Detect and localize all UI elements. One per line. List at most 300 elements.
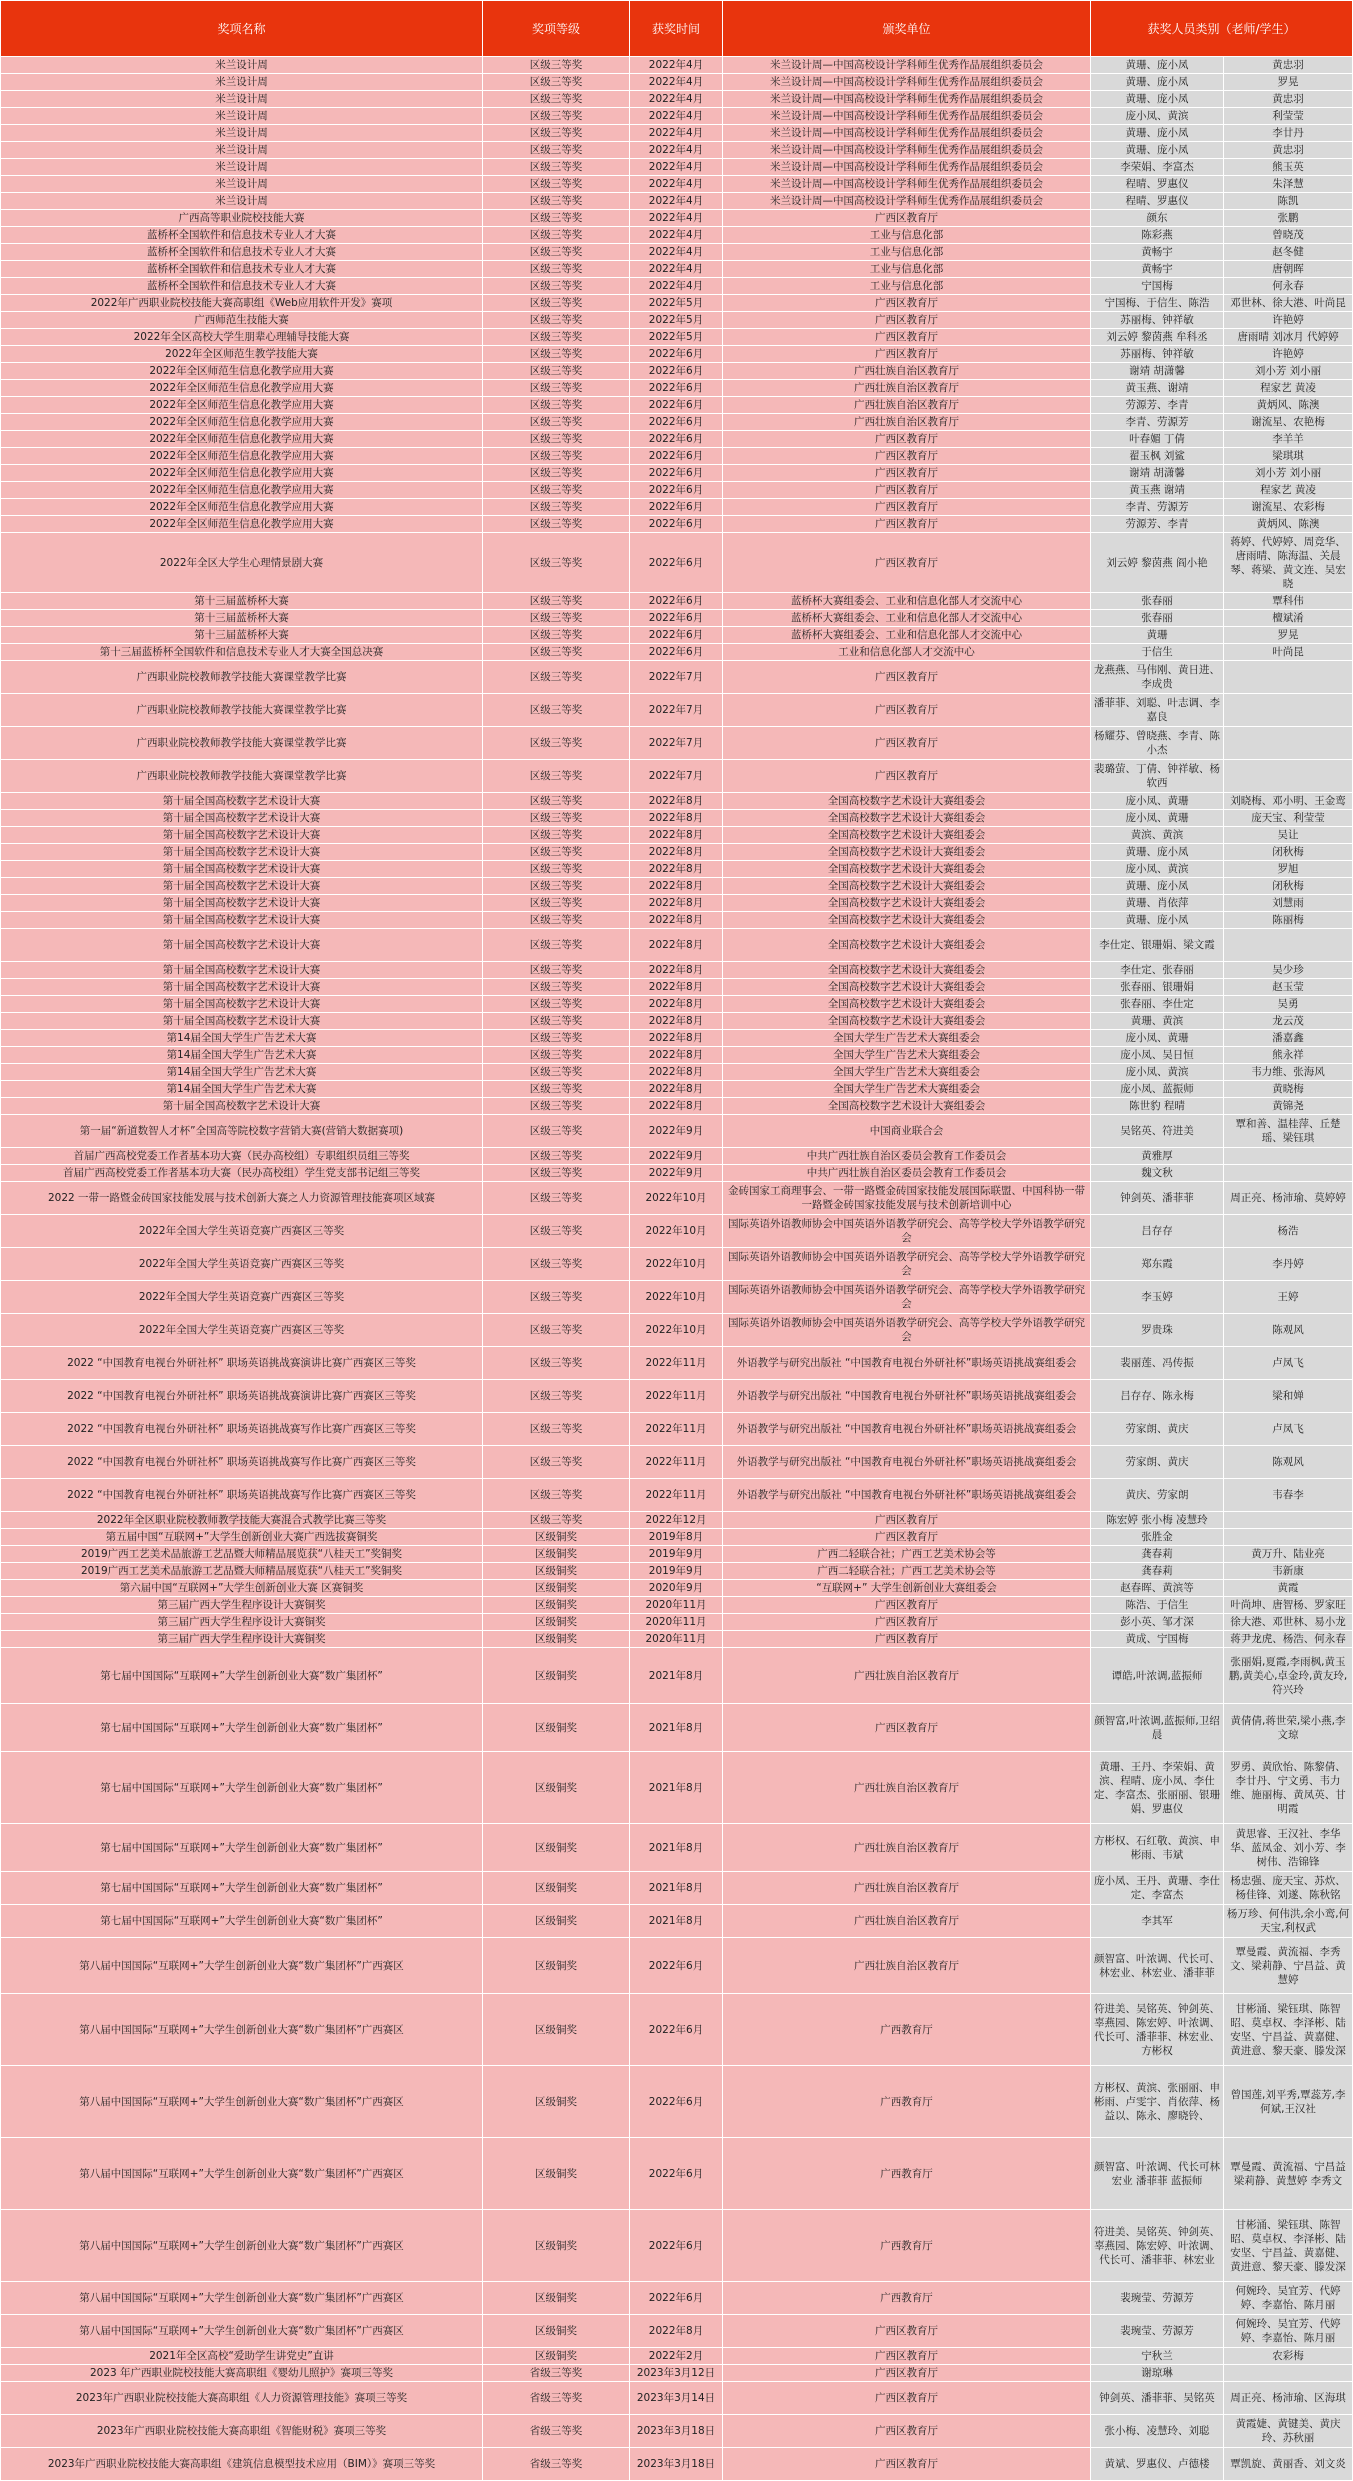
teachers-cell: 黄珊、庞小凤 xyxy=(1091,844,1224,861)
award-level-cell: 区级三等奖 xyxy=(483,1347,630,1380)
award-date-cell: 2022年11月 xyxy=(630,1347,723,1380)
award-date-cell: 2022年4月 xyxy=(630,227,723,244)
award-name-cell: 第八届中国国际“互联网+”大学生创新创业大赛“数广集团杯”广西赛区 xyxy=(1,2138,483,2210)
teachers-cell: 黄珊、庞小凤 xyxy=(1091,912,1224,929)
table-row xyxy=(1,380,1353,397)
award-date-cell: 2022年9月 xyxy=(630,1165,723,1182)
award-date-cell: 2022年9月 xyxy=(630,1148,723,1165)
teachers-cell: 劳家朗、黄庆 xyxy=(1091,1446,1224,1479)
teachers-cell: 李仕定、张春丽 xyxy=(1091,962,1224,979)
award-date-cell: 2022年2月 xyxy=(630,2348,723,2365)
teachers-cell: 宁国梅 xyxy=(1091,278,1224,295)
students-cell xyxy=(1224,1512,1353,1529)
award-date-cell: 2020年11月 xyxy=(630,1597,723,1614)
teachers-cell: 符进美、吴铭英、钟剑英、辜燕园、陈宏婷、叶浓调、代长可、潘菲菲、林宏业 xyxy=(1091,2210,1224,2282)
award-name-cell: 2022年全国大学生英语竞赛广西赛区三等奖 xyxy=(1,1248,483,1281)
award-org-cell: 米兰设计周—中国高校设计学科师生优秀作品展组织委员会 xyxy=(723,125,1091,142)
award-name-cell: 第十届全国高校数字艺术设计大赛 xyxy=(1,827,483,844)
award-name-cell: 第14届全国大学生广告艺术大赛 xyxy=(1,1064,483,1081)
award-level-cell: 区级三等奖 xyxy=(483,533,630,593)
students-cell xyxy=(1224,929,1353,962)
award-name-cell: 第十三届蓝桥杯大赛 xyxy=(1,627,483,644)
award-org-cell: 国际英语外语教师协会中国英语外语教学研究会、高等学校大学外语教学研究会 xyxy=(723,1281,1091,1314)
teachers-cell: 翟玉枫 刘鲨 xyxy=(1091,448,1224,465)
award-date-cell: 2022年4月 xyxy=(630,261,723,278)
teachers-cell: 庞小凤、黄珊 xyxy=(1091,810,1224,827)
award-date-cell: 2022年9月 xyxy=(630,1115,723,1148)
award-date-cell: 2021年8月 xyxy=(630,1704,723,1752)
students-cell: 黄忠羽 xyxy=(1224,57,1353,74)
award-level-cell: 区级三等奖 xyxy=(483,1281,630,1314)
award-name-cell: 第十届全国高校数字艺术设计大赛 xyxy=(1,912,483,929)
teachers-cell: 裴璐萤、丁倩、钟祥敏、杨软西 xyxy=(1091,760,1224,793)
table-row xyxy=(1,261,1353,278)
award-level-cell: 区级三等奖 xyxy=(483,74,630,91)
award-name-cell: 广西职业院校教师教学技能大赛课堂教学比赛 xyxy=(1,694,483,727)
students-cell: 覃曼霞、黄流福、宁昌益梁莉静、黄慧婷 李秀文 xyxy=(1224,2138,1353,2210)
table-row xyxy=(1,448,1353,465)
teachers-cell: 黄珊、庞小凤 xyxy=(1091,74,1224,91)
students-cell: 覃科伟 xyxy=(1224,593,1353,610)
students-cell: 覃曼霞、黄流福、李秀文、梁莉静、宁昌益、黄慧婷 xyxy=(1224,1938,1353,1994)
award-name-cell: 2023年广西职业院校技能大赛高职组《智能财税》赛项三等奖 xyxy=(1,2415,483,2448)
students-cell xyxy=(1224,1148,1353,1165)
award-level-cell: 区级三等奖 xyxy=(483,844,630,861)
teachers-cell: 吴铭英、符进美 xyxy=(1091,1115,1224,1148)
students-cell: 覃凯旋、黄丽香、刘文炎 xyxy=(1224,2448,1353,2481)
students-cell xyxy=(1224,694,1353,727)
students-cell: 黄炳风、陈澳 xyxy=(1224,397,1353,414)
award-level-cell: 区级三等奖 xyxy=(483,465,630,482)
award-org-cell: 广西壮族自治区教育厅 xyxy=(723,397,1091,414)
students-cell: 蒋尹龙虎、杨浩、何永春 xyxy=(1224,1631,1353,1648)
award-date-cell: 2022年8月 xyxy=(630,912,723,929)
award-level-cell: 区级三等奖 xyxy=(483,760,630,793)
award-level-cell: 区级铜奖 xyxy=(483,1546,630,1563)
award-level-cell: 区级三等奖 xyxy=(483,482,630,499)
award-date-cell: 2022年4月 xyxy=(630,142,723,159)
award-date-cell: 2022年8月 xyxy=(630,895,723,912)
award-org-cell: 广西区教育厅 xyxy=(723,312,1091,329)
table-row xyxy=(1,1030,1353,1047)
students-cell: 龙云茂 xyxy=(1224,1013,1353,1030)
award-date-cell: 2022年4月 xyxy=(630,193,723,210)
teachers-cell: 黄雅厚 xyxy=(1091,1148,1224,1165)
teachers-cell: 叶春媚 丁倩 xyxy=(1091,431,1224,448)
award-name-cell: 米兰设计周 xyxy=(1,193,483,210)
table-row xyxy=(1,176,1353,193)
students-cell: 谢流星、农彩梅 xyxy=(1224,499,1353,516)
award-name-cell: 2023 年广西职业院校技能大赛高职组《婴幼儿照护》赛项三等奖 xyxy=(1,2365,483,2382)
award-date-cell: 2022年4月 xyxy=(630,278,723,295)
teachers-cell: 苏丽梅、钟祥敏 xyxy=(1091,312,1224,329)
teachers-cell: 程晴、罗惠仪 xyxy=(1091,176,1224,193)
teachers-cell: 潘菲菲、刘聪、叶志调、李嘉良 xyxy=(1091,694,1224,727)
award-name-cell: 2022年全区师范生信息化教学应用大赛 xyxy=(1,448,483,465)
teachers-cell: 黄玉燕、谢靖 xyxy=(1091,380,1224,397)
students-cell: 叶尚昆 xyxy=(1224,644,1353,661)
award-date-cell: 2022年4月 xyxy=(630,176,723,193)
award-level-cell: 区级三等奖 xyxy=(483,1479,630,1512)
award-org-cell: 外语教学与研究出版社 “中国教育电视台外研社杯”职场英语挑战赛组委会 xyxy=(723,1413,1091,1446)
award-org-cell: 广西区教育厅 xyxy=(723,694,1091,727)
award-date-cell: 2022年6月 xyxy=(630,2282,723,2315)
teachers-cell: 谢靖 胡潇馨 xyxy=(1091,363,1224,380)
award-org-cell: 米兰设计周—中国高校设计学科师生优秀作品展组织委员会 xyxy=(723,108,1091,125)
students-cell xyxy=(1224,1529,1353,1546)
award-date-cell: 2022年4月 xyxy=(630,125,723,142)
award-level-cell: 区级三等奖 xyxy=(483,176,630,193)
students-cell: 罗勇、黄欣怡、陈黎倩、李廿丹、宁文勇、韦力维、施丽梅、黄凤英、甘明霞 xyxy=(1224,1752,1353,1824)
table-row xyxy=(1,533,1353,593)
table-row xyxy=(1,895,1353,912)
award-org-cell: 工业和信息化部人才交流中心 xyxy=(723,644,1091,661)
award-date-cell: 2019年9月 xyxy=(630,1563,723,1580)
award-date-cell: 2022年4月 xyxy=(630,210,723,227)
award-org-cell: 广西区教育厅 xyxy=(723,760,1091,793)
award-org-cell: 广西教育厅 xyxy=(723,2066,1091,2138)
students-cell: 何婉玲、吴宜芳、代婷婷、李嘉怡、陈月丽 xyxy=(1224,2282,1353,2315)
award-date-cell: 2022年6月 xyxy=(630,533,723,593)
award-level-cell: 区级三等奖 xyxy=(483,1148,630,1165)
teachers-cell: 李青、劳源芳 xyxy=(1091,414,1224,431)
teachers-cell: 杨耀芬、曾晓燕、李青、陈小杰 xyxy=(1091,727,1224,760)
award-level-cell: 区级铜奖 xyxy=(483,1704,630,1752)
students-cell: 黄思睿、王汉社、李华华、蓝凤金、刘小芳、李树伟、浩锦锋 xyxy=(1224,1824,1353,1872)
award-org-cell: 广西区教育厅 xyxy=(723,1704,1091,1752)
teachers-cell: 吕存存 xyxy=(1091,1215,1224,1248)
award-org-cell: 全国大学生广告艺术大赛组委会 xyxy=(723,1081,1091,1098)
students-cell: 罗旭 xyxy=(1224,861,1353,878)
students-cell: 吴勇 xyxy=(1224,996,1353,1013)
award-level-cell: 省级三等奖 xyxy=(483,2448,630,2481)
award-date-cell: 2022年8月 xyxy=(630,844,723,861)
award-level-cell: 区级三等奖 xyxy=(483,979,630,996)
award-level-cell: 区级铜奖 xyxy=(483,1631,630,1648)
award-org-cell: 中国商业联合会 xyxy=(723,1115,1091,1148)
students-cell: 黄炳风、陈澳 xyxy=(1224,516,1353,533)
students-cell: 罗晃 xyxy=(1224,627,1353,644)
award-level-cell: 区级三等奖 xyxy=(483,827,630,844)
award-date-cell: 2021年8月 xyxy=(630,1648,723,1704)
award-level-cell: 区级三等奖 xyxy=(483,244,630,261)
teachers-cell: 黄庆、劳家朗 xyxy=(1091,1479,1224,1512)
award-level-cell: 区级三等奖 xyxy=(483,810,630,827)
award-date-cell: 2022年6月 xyxy=(630,1994,723,2066)
award-name-cell: 第七届中国国际“互联网+”大学生创新创业大赛“数广集团杯” xyxy=(1,1905,483,1938)
students-cell: 闭秋梅 xyxy=(1224,878,1353,895)
award-level-cell: 区级三等奖 xyxy=(483,627,630,644)
award-name-cell: 第十届全国高校数字艺术设计大赛 xyxy=(1,1013,483,1030)
teachers-cell: 黄玉燕 谢靖 xyxy=(1091,482,1224,499)
award-level-cell: 区级三等奖 xyxy=(483,1446,630,1479)
award-org-cell: 国际英语外语教师协会中国英语外语教学研究会、高等学校大学外语教学研究会 xyxy=(723,1248,1091,1281)
award-level-cell: 区级三等奖 xyxy=(483,1182,630,1215)
award-name-cell: 2022年全区高校大学生朋辈心理辅导技能大赛 xyxy=(1,329,483,346)
table-row xyxy=(1,1013,1353,1030)
teachers-cell: 郑东霞 xyxy=(1091,1248,1224,1281)
table-row xyxy=(1,397,1353,414)
table-row xyxy=(1,125,1353,142)
award-date-cell: 2022年5月 xyxy=(630,295,723,312)
award-date-cell: 2022年6月 xyxy=(630,346,723,363)
table-row xyxy=(1,1347,1353,1380)
award-level-cell: 省级三等奖 xyxy=(483,2382,630,2415)
award-name-cell: 2023年广西职业院校技能大赛高职组《建筑信息模型技术应用（BIM）》赛项三等奖 xyxy=(1,2448,483,2481)
award-level-cell: 省级三等奖 xyxy=(483,2415,630,2448)
students-cell: 蒋婷、代婷婷、周竞华、唐雨晴、陈海温、关晨琴、蒋梁、黄文连、吴宏晓 xyxy=(1224,533,1353,593)
award-date-cell: 2022年12月 xyxy=(630,1512,723,1529)
teachers-cell: 黄斌、罗惠仪、卢德楼 xyxy=(1091,2448,1224,2481)
award-org-cell: 全国高校数字艺术设计大赛组委会 xyxy=(723,827,1091,844)
table-row xyxy=(1,1281,1353,1314)
award-date-cell: 2022年5月 xyxy=(630,329,723,346)
award-level-cell: 区级三等奖 xyxy=(483,1081,630,1098)
teachers-cell: 吕存存、陈永梅 xyxy=(1091,1380,1224,1413)
teachers-cell: 符进美、吴铭英、钟剑英、辜燕园、陈宏婷、叶浓调、代长可、潘菲菲、林宏业、方彬权 xyxy=(1091,1994,1224,2066)
students-cell: 曾晓茂 xyxy=(1224,227,1353,244)
award-name-cell: 广西高等职业院校技能大赛 xyxy=(1,210,483,227)
award-date-cell: 2022年6月 xyxy=(630,2210,723,2282)
award-date-cell: 2022年8月 xyxy=(630,1047,723,1064)
award-level-cell: 区级三等奖 xyxy=(483,727,630,760)
students-cell: 黄倩倩,蒋世荣,梁小燕,李文琼 xyxy=(1224,1704,1353,1752)
table-row xyxy=(1,159,1353,176)
table-row xyxy=(1,516,1353,533)
award-org-cell: 工业与信息化部 xyxy=(723,278,1091,295)
students-cell xyxy=(1224,760,1353,793)
students-cell: 潘嘉鑫 xyxy=(1224,1030,1353,1047)
award-date-cell: 2022年11月 xyxy=(630,1380,723,1413)
table-row xyxy=(1,142,1353,159)
award-level-cell: 区级三等奖 xyxy=(483,1512,630,1529)
teachers-cell: 彭小英、邹才深 xyxy=(1091,1614,1224,1631)
award-org-cell: 蓝桥杯大赛组委会、工业和信息化部人才交流中心 xyxy=(723,593,1091,610)
award-date-cell: 2022年6月 xyxy=(630,610,723,627)
award-org-cell: 广西区教育厅 xyxy=(723,533,1091,593)
award-org-cell: 广西二轻联合社；广西工艺美术协会等 xyxy=(723,1546,1091,1563)
table-row xyxy=(1,1098,1353,1115)
award-name-cell: 第十三届蓝桥杯大赛 xyxy=(1,610,483,627)
award-org-cell: 广西壮族自治区教育厅 xyxy=(723,1824,1091,1872)
award-name-cell: 第三届广西大学生程序设计大赛铜奖 xyxy=(1,1614,483,1631)
teachers-cell: 庞小凤、蓝振师 xyxy=(1091,1081,1224,1098)
students-cell: 杨浩 xyxy=(1224,1215,1353,1248)
award-level-cell: 区级三等奖 xyxy=(483,929,630,962)
teachers-cell: 钟剑英、潘菲菲、吴铭英 xyxy=(1091,2382,1224,2415)
awards-body xyxy=(1,57,1353,2481)
students-cell: 陈观风 xyxy=(1224,1314,1353,1347)
award-org-cell: 国际英语外语教师协会中国英语外语教学研究会、高等学校大学外语教学研究会 xyxy=(723,1314,1091,1347)
students-cell: 卢凤飞 xyxy=(1224,1347,1353,1380)
award-date-cell: 2020年11月 xyxy=(630,1631,723,1648)
table-row xyxy=(1,329,1353,346)
table-row xyxy=(1,2415,1353,2448)
award-org-cell: 工业与信息化部 xyxy=(723,227,1091,244)
award-org-cell: 中共广西壮族自治区委员会教育工作委员会 xyxy=(723,1148,1091,1165)
students-cell: 甘彬涌、梁钰琪、陈智昭、莫卓权、李泽彬、陆安坚、宁昌益、黄嘉健、黄进意、黎天豪、滕发深 xyxy=(1224,2210,1353,2282)
col-award-name: 奖项名称 xyxy=(1,1,483,57)
students-cell: 农彩梅 xyxy=(1224,2348,1353,2365)
award-level-cell: 区级三等奖 xyxy=(483,193,630,210)
teachers-cell: 张春丽 xyxy=(1091,610,1224,627)
award-name-cell: 第七届中国国际“互联网+”大学生创新创业大赛“数广集团杯” xyxy=(1,1648,483,1704)
teachers-cell: 张小梅、凌慧玲、刘聪 xyxy=(1091,2415,1224,2448)
teachers-cell: 谢琼琳 xyxy=(1091,2365,1224,2382)
students-cell: 杨忠强、庞天宝、苏炊、杨佳锋、刘遂、陈秋铭 xyxy=(1224,1872,1353,1905)
award-date-cell: 2022年4月 xyxy=(630,91,723,108)
teachers-cell: 李荣娟、李富杰 xyxy=(1091,159,1224,176)
award-name-cell: 2022年全区师范生教学技能大赛 xyxy=(1,346,483,363)
award-date-cell: 2022年8月 xyxy=(630,793,723,810)
table-row xyxy=(1,2382,1353,2415)
award-level-cell: 区级铜奖 xyxy=(483,2210,630,2282)
award-level-cell: 区级三等奖 xyxy=(483,1380,630,1413)
award-org-cell: 广西区教育厅 xyxy=(723,210,1091,227)
award-org-cell: 米兰设计周—中国高校设计学科师生优秀作品展组织委员会 xyxy=(723,176,1091,193)
award-level-cell: 区级三等奖 xyxy=(483,397,630,414)
award-date-cell: 2022年10月 xyxy=(630,1314,723,1347)
award-name-cell: 广西职业院校教师教学技能大赛课堂教学比赛 xyxy=(1,661,483,694)
award-name-cell: 第十届全国高校数字艺术设计大赛 xyxy=(1,929,483,962)
table-row xyxy=(1,499,1353,516)
table-row xyxy=(1,1165,1353,1182)
award-level-cell: 区级三等奖 xyxy=(483,261,630,278)
award-name-cell: 第八届中国国际“互联网+”大学生创新创业大赛“数广集团杯”广西赛区 xyxy=(1,2315,483,2348)
award-org-cell: 全国高校数字艺术设计大赛组委会 xyxy=(723,895,1091,912)
students-cell: 杨万珍、何伟洪,余小鸾,何天宝,利权武 xyxy=(1224,1905,1353,1938)
teachers-cell: 裴琬莹、劳源芳 xyxy=(1091,2315,1224,2348)
award-org-cell: 广西区教育厅 xyxy=(723,346,1091,363)
table-row xyxy=(1,2138,1353,2210)
teachers-cell: 龚春莉 xyxy=(1091,1563,1224,1580)
students-cell: 张鹏 xyxy=(1224,210,1353,227)
award-org-cell: 国际英语外语教师协会中国英语外语教学研究会、高等学校大学外语教学研究会 xyxy=(723,1215,1091,1248)
students-cell: 陈观风 xyxy=(1224,1446,1353,1479)
teachers-cell: 庞小凤、黄珊 xyxy=(1091,793,1224,810)
table-row xyxy=(1,1529,1353,1546)
table-row xyxy=(1,465,1353,482)
award-date-cell: 2022年6月 xyxy=(630,516,723,533)
award-org-cell: 金砖国家工商理事会、一带一路暨金砖国家技能发展国际联盟、中国科协一带一路暨金砖国家技能发展与技术创新培训中心 xyxy=(723,1182,1091,1215)
students-cell: 黄霞 xyxy=(1224,1580,1353,1597)
students-cell: 覃和善、温桂萍、丘楚瑶、梁钰琪 xyxy=(1224,1115,1353,1148)
award-date-cell: 2022年10月 xyxy=(630,1281,723,1314)
award-name-cell: 蓝桥杯全国软件和信息技术专业人才大赛 xyxy=(1,278,483,295)
teachers-cell: 黄珊、庞小凤 xyxy=(1091,91,1224,108)
students-cell: 庞天宝、利莹莹 xyxy=(1224,810,1353,827)
students-cell: 谢流星、农艳梅 xyxy=(1224,414,1353,431)
award-org-cell: 全国高校数字艺术设计大赛组委会 xyxy=(723,793,1091,810)
students-cell: 韦春李 xyxy=(1224,1479,1353,1512)
award-name-cell: 广西师范生技能大赛 xyxy=(1,312,483,329)
table-row xyxy=(1,2315,1353,2348)
table-row xyxy=(1,878,1353,895)
award-level-cell: 区级铜奖 xyxy=(483,1597,630,1614)
award-level-cell: 区级三等奖 xyxy=(483,912,630,929)
students-cell: 李丹婷 xyxy=(1224,1248,1353,1281)
award-name-cell: 第七届中国国际“互联网+”大学生创新创业大赛“数广集团杯” xyxy=(1,1872,483,1905)
students-cell: 黄忠羽 xyxy=(1224,91,1353,108)
award-date-cell: 2023年3月14日 xyxy=(630,2382,723,2415)
table-row xyxy=(1,1380,1353,1413)
teachers-cell: 黄珊、王丹、李荣娟、黄滨、程晴、庞小凤、李仕定、李富杰、张丽丽、银珊娟、罗惠仪 xyxy=(1091,1752,1224,1824)
award-level-cell: 区级铜奖 xyxy=(483,2348,630,2365)
award-name-cell: 2022年全国大学生英语竞赛广西赛区三等奖 xyxy=(1,1281,483,1314)
award-org-cell: 全国高校数字艺术设计大赛组委会 xyxy=(723,996,1091,1013)
award-org-cell: 广西区教育厅 xyxy=(723,1614,1091,1631)
students-cell: 唐雨晴 刘冰月 代婷婷 xyxy=(1224,329,1353,346)
award-level-cell: 区级铜奖 xyxy=(483,1563,630,1580)
award-org-cell: 广西二轻联合社；广西工艺美术协会等 xyxy=(723,1563,1091,1580)
award-name-cell: 第八届中国国际“互联网+”大学生创新创业大赛“数广集团杯”广西赛区 xyxy=(1,2210,483,2282)
table-row xyxy=(1,593,1353,610)
award-org-cell: 广西壮族自治区教育厅 xyxy=(723,1938,1091,1994)
teachers-cell: 庞小凤、黄滨 xyxy=(1091,861,1224,878)
award-name-cell: 第14届全国大学生广告艺术大赛 xyxy=(1,1081,483,1098)
teachers-cell: 庞小凤、黄滨 xyxy=(1091,1064,1224,1081)
award-level-cell: 区级三等奖 xyxy=(483,380,630,397)
award-level-cell: 区级三等奖 xyxy=(483,694,630,727)
award-name-cell: 第三届广西大学生程序设计大赛铜奖 xyxy=(1,1597,483,1614)
teachers-cell: 李仕定、银珊娟、梁文霞 xyxy=(1091,929,1224,962)
award-name-cell: 第十届全国高校数字艺术设计大赛 xyxy=(1,962,483,979)
award-org-cell: 工业与信息化部 xyxy=(723,261,1091,278)
students-cell: 黄忠羽 xyxy=(1224,142,1353,159)
award-name-cell: 第七届中国国际“互联网+”大学生创新创业大赛“数广集团杯” xyxy=(1,1752,483,1824)
teachers-cell: 钟剑英、潘菲菲 xyxy=(1091,1182,1224,1215)
award-level-cell: 区级三等奖 xyxy=(483,125,630,142)
award-name-cell: 2019广西工艺美术品旅游工艺品暨大师精品展览获“八桂天工”奖铜奖 xyxy=(1,1546,483,1563)
students-cell: 何婉玲、吴宜芳、代婷婷、李嘉怡、陈月丽 xyxy=(1224,2315,1353,2348)
award-level-cell: 区级三等奖 xyxy=(483,414,630,431)
award-org-cell: 米兰设计周—中国高校设计学科师生优秀作品展组织委员会 xyxy=(723,74,1091,91)
students-cell: 李廿丹 xyxy=(1224,125,1353,142)
teachers-cell: 方彬权、黄滨、张丽丽、申彬雨、卢雯宇、肖依萍、杨益以、陈永、廖晓铃、 xyxy=(1091,2066,1224,2138)
award-org-cell: 米兰设计周—中国高校设计学科师生优秀作品展组织委员会 xyxy=(723,193,1091,210)
table-row xyxy=(1,1563,1353,1580)
award-name-cell: 蓝桥杯全国软件和信息技术专业人才大赛 xyxy=(1,261,483,278)
award-name-cell: 米兰设计周 xyxy=(1,91,483,108)
award-org-cell: 广西区教育厅 xyxy=(723,2348,1091,2365)
teachers-cell: 谢靖 胡潇馨 xyxy=(1091,465,1224,482)
students-cell: 吴少珍 xyxy=(1224,962,1353,979)
students-cell: 何永春 xyxy=(1224,278,1353,295)
table-row xyxy=(1,644,1353,661)
award-date-cell: 2022年7月 xyxy=(630,694,723,727)
teachers-cell: 黄珊 xyxy=(1091,627,1224,644)
award-date-cell: 2021年8月 xyxy=(630,1752,723,1824)
teachers-cell: 宁国梅、于信生、陈浩 xyxy=(1091,295,1224,312)
award-date-cell: 2022年6月 xyxy=(630,363,723,380)
award-date-cell: 2022年6月 xyxy=(630,431,723,448)
students-cell: 陈凯 xyxy=(1224,193,1353,210)
table-row xyxy=(1,694,1353,727)
table-row xyxy=(1,1512,1353,1529)
table-row xyxy=(1,996,1353,1013)
award-org-cell: 米兰设计周—中国高校设计学科师生优秀作品展组织委员会 xyxy=(723,91,1091,108)
award-name-cell: 第八届中国国际“互联网+”大学生创新创业大赛“数广集团杯”广西赛区 xyxy=(1,2282,483,2315)
award-org-cell: 广西壮族自治区教育厅 xyxy=(723,1905,1091,1938)
teachers-cell: 颜智富,叶浓调,蓝振师,卫绍晨 xyxy=(1091,1704,1224,1752)
award-org-cell: 外语教学与研究出版社 “中国教育电视台外研社杯”职场英语挑战赛组委会 xyxy=(723,1446,1091,1479)
teachers-cell: 裴琬莹、劳源芳 xyxy=(1091,2282,1224,2315)
table-row xyxy=(1,108,1353,125)
award-name-cell: 2019广西工艺美术品旅游工艺品暨大师精品展览获“八桂天工”奖铜奖 xyxy=(1,1563,483,1580)
award-org-cell: 广西区教育厅 xyxy=(723,329,1091,346)
award-level-cell: 区级三等奖 xyxy=(483,1013,630,1030)
award-level-cell: 区级三等奖 xyxy=(483,278,630,295)
